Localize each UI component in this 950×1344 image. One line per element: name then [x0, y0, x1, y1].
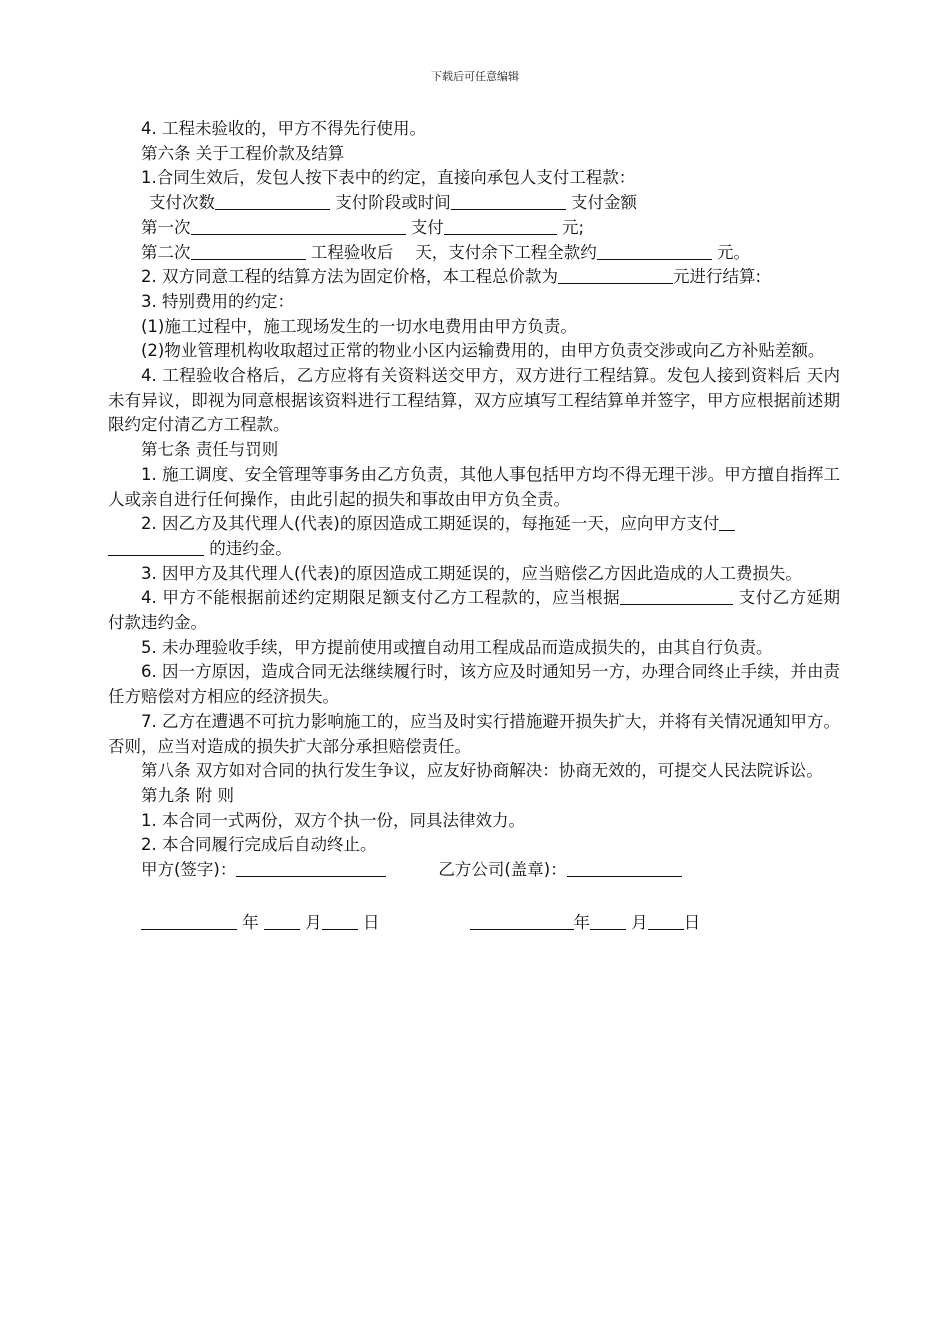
clause-line: 7. 乙方在遭遇不可抗力影响施工的，应当及时实行措施避开损失扩大，并将有关情况通知甲方。否则，应当对造成的损失扩大部分承担赔偿责任。	[108, 711, 840, 756]
date-row	[108, 911, 840, 936]
clause-line	[108, 512, 840, 561]
date-a-month-blank	[264, 912, 300, 930]
date-b-year-label: 年	[573, 912, 590, 932]
payment-table-header	[108, 191, 840, 216]
row-text: 支付	[410, 217, 444, 237]
date-a-month-label: 月	[305, 912, 322, 932]
blank-line	[191, 242, 306, 260]
row-text: 工程验收后	[310, 242, 394, 262]
clause-text: 支付乙方延期付款违约金。	[108, 588, 840, 633]
date-b-month-blank	[590, 912, 626, 930]
date-a-year-label: 年	[242, 912, 259, 932]
clause-line: 4. 工程验收合格后，乙方应将有关资料送交甲方，双方进行工程结算。发包人接到资料后 天内未有异议，即视为同意根据该资料进行工程结算，双方应填写工程结算单并签字，甲方应根据前述期限约定付清乙方工程款。	[108, 366, 840, 435]
payment-amount-label: 支付金额	[571, 193, 637, 213]
signature-row	[108, 858, 840, 883]
clause-line	[108, 265, 840, 290]
blank-line	[108, 538, 204, 556]
payment-count-label: 支付次数	[149, 193, 215, 213]
payment-stage-label: 支付阶段或时间	[335, 193, 451, 213]
party-b-seal-label: 乙方公司(盖章)：	[438, 860, 567, 880]
payment-row-1	[108, 216, 840, 241]
blank-line	[191, 217, 406, 235]
blank-line	[215, 192, 330, 210]
blank-line	[620, 587, 733, 605]
blank-line	[597, 242, 712, 260]
date-b-day-label: 日	[683, 912, 701, 932]
clause-line: 1. 施工调度、安全管理等事务由乙方负责，其他人事包括甲方均不得无理干涉。甲方擅自指挥工人或亲自进行任何操作，由此引起的损失和事故由甲方负全责。	[108, 464, 840, 509]
article-heading: 第八条 双方如对合同的执行发生争议，应友好协商解决：协商无效的，可提交人民法院诉讼。	[141, 761, 823, 781]
date-b-year-blank	[470, 912, 574, 930]
date-b-day-blank	[648, 912, 684, 930]
clause-text: 元进行结算:	[673, 267, 762, 287]
clause-text: 4. 甲方不能根据前述约定期限足额支付乙方工程款的，应当根据	[141, 588, 621, 608]
clause-line: 3. 特别费用的约定：	[141, 291, 294, 311]
row-text: 元。	[717, 242, 750, 262]
clause-line: (2)物业管理机构收取超过正常的物业小区内运输费用的，由甲方负责交涉或向乙方补贴差额。	[141, 341, 825, 361]
clause-text: 的违约金。	[209, 538, 292, 558]
row-text: 元;	[562, 217, 585, 237]
party-a-signature-blank	[236, 859, 386, 877]
clause-line: (1)施工过程中，施工现场发生的一切水电费用由甲方负责。	[141, 316, 577, 336]
blank-line	[451, 192, 566, 210]
party-a-sign-label: 甲方(签字)：	[141, 860, 237, 880]
row-label: 第一次	[141, 217, 191, 237]
clause-line: 2. 本合同履行完成后自动终止。	[141, 835, 377, 855]
article-heading: 第七条 责任与罚则	[141, 440, 279, 460]
party-b-seal-blank	[567, 859, 682, 877]
clause-line: 1.合同生效后，发包人按下表中的约定，直接向承包人支付工程款：	[141, 168, 636, 188]
clause-text: 2. 双方同意工程的结算方法为固定价格，本工程总价款为	[141, 267, 558, 287]
payment-row-2	[108, 241, 840, 266]
row-label: 第二次	[141, 242, 191, 262]
date-a-day-label: 日	[363, 912, 380, 932]
article-heading: 第六条 关于工程价款及结算	[141, 143, 345, 163]
row-text: 天，支付余下工程全款约	[415, 242, 597, 262]
clause-line: 1. 本合同一式两份，双方个执一份，同具法律效力。	[141, 810, 525, 830]
article-heading: 第九条 附 则	[141, 785, 234, 805]
blank-line	[719, 513, 735, 531]
clause-line	[108, 586, 840, 635]
blank-line	[444, 217, 557, 235]
date-a-day-blank	[322, 912, 358, 930]
clause-line: 5. 未办理验收手续，甲方提前使用或擅自动用工程成品而造成损失的，由其自行负责。	[141, 637, 773, 657]
contract-body	[108, 117, 840, 936]
date-a-year-blank	[141, 912, 237, 930]
page-header: 下载后可任意编辑	[431, 70, 519, 83]
clause-line: 4. 工程未验收的，甲方不得先行使用。	[141, 119, 426, 138]
clause-line: 3. 因甲方及其代理人(代表)的原因造成工期延误的，应当赔偿乙方因此造成的人工费损失。	[141, 563, 802, 583]
clause-line: 6. 因一方原因，造成合同无法继续履行时，该方应及时通知另一方，办理合同终止手续，并由责任方赔偿对方相应的经济损失。	[108, 662, 840, 707]
clause-text: 2. 因乙方及其代理人(代表)的原因造成工期延误的，每拖延一天，应向甲方支付	[141, 514, 720, 534]
blank-line	[558, 266, 673, 284]
date-b-month-label: 月	[631, 912, 648, 932]
